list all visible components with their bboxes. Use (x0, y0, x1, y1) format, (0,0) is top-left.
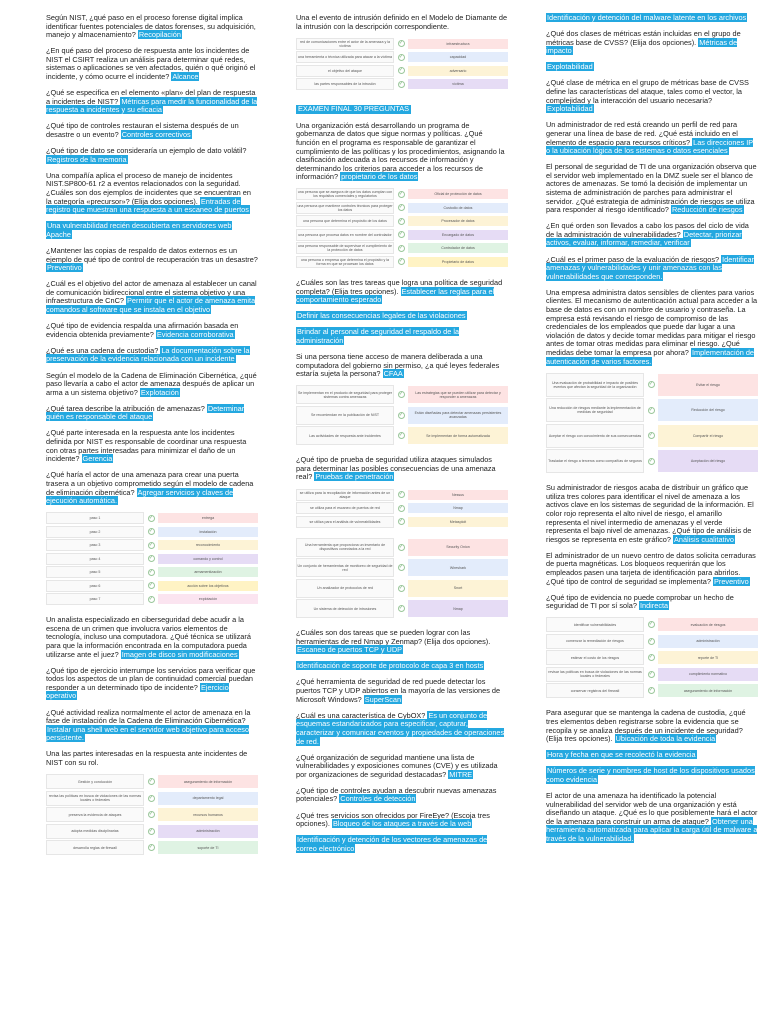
match-left: una persona que determina el propósito de los datos (296, 215, 394, 227)
match-left: paso 7 (46, 593, 144, 605)
answer-highlight: Definir las consecuencias legales de las violaciones (297, 311, 466, 321)
match-right: armamentización (158, 567, 258, 577)
question-text: ¿Qué se especifica en el elemento «plan» del plan de respuesta a incidentes de NIST? (46, 88, 256, 106)
match-left: preserva la evidencia de ataques (46, 807, 144, 822)
question-item: ¿Cuáles son las tres tareas que logra una política de seguridad completa? (Elija tres opciones). Establecer las reglas para el comportamiento esperado (296, 277, 503, 305)
question-item (46, 709, 258, 743)
match-row (546, 425, 758, 447)
match-row (296, 257, 508, 267)
question-item: ¿Cuál es una característica de CybOX? Es un conjunto de esquemas estandarizados para especificar, capturar, caracterizar y comunicar eventos y propiedades de operaciones de red. (296, 710, 505, 746)
check-icon: ✓ (648, 637, 654, 644)
question-item: Para asegurar que se mantenga la cadena de custodia, ¿qué tres elementos deben registrarse sobre la evidencia que se recopila y se analiza después de un incidente de seguridad? (Elija tres opciones). Ubicación de toda la evidencia (546, 708, 746, 744)
check-icon: ✓ (398, 504, 404, 511)
match-left: una persona que mantiene controles técnicos para proteger los datos (297, 203, 393, 212)
question-item: ¿Qué tres servicios son ofrecidos por FireEye? (Escoja tres opciones). Bloqueo de los ataques a través de la web (296, 810, 490, 829)
question-item (46, 122, 258, 139)
check-icon: ✓ (148, 778, 154, 785)
match-row (546, 618, 758, 631)
question-text: Según el modelo de la Cadena de Eliminación Cibernética, ¿qué paso llevaría a cabo el actor de amenaza después de aplicar un arma a un sistema objetivo? (46, 370, 257, 397)
match-row (46, 594, 258, 604)
answer-highlight: Las direcciones IP o la ubicación lógica de los sistemas o datos esenciales (546, 137, 754, 156)
answer-highlight: Una vulnerabilidad recién descubierta en servidores web Apache (46, 221, 232, 239)
check-icon: ✓ (398, 67, 404, 74)
match-row (296, 39, 508, 49)
question-text: Una las partes interesadas en la respuesta ante incidentes de NIST con su rol. (46, 749, 248, 768)
match-right: administración (658, 635, 758, 648)
match-left: una herramienta o técnica utilizada para atacar a la víctima (296, 51, 394, 63)
match-row (296, 230, 508, 240)
match-right: comando y control (158, 554, 258, 564)
match-left: paso 5 (46, 566, 144, 578)
match-row (296, 517, 508, 527)
match-right: administración (158, 825, 258, 838)
match-left: Se recomiendan en la publicación de NIST (296, 406, 394, 425)
match-row (46, 567, 258, 577)
check-icon: ✓ (398, 204, 404, 211)
question-item: El actor de una amenaza ha identificado la potencial vulnerabilidad del servidor web de una organización y está diseñando un ataque. ¿Qué es lo que posiblemente hará el actor de la amenaza para construir un arma de ataque? Obtener una herramienta automatizada para aplicar la carga útil de malware a través de la vulnerabilidad. (546, 791, 758, 844)
question-item (46, 405, 258, 422)
match-row (546, 450, 758, 472)
match-row (46, 527, 258, 537)
check-icon: ✓ (398, 584, 404, 591)
question-item: ¿Qué herramienta de seguridad de red puede detectar los puertos TCP y UDP abiertos en la mayoría de las versiones de Microsoft Windows? SuperScan (296, 677, 501, 704)
match-left: una persona responsable de supervisar el cumplimiento de la protección de datos (297, 244, 393, 253)
check-icon: ✓ (398, 543, 404, 550)
match-row (296, 52, 508, 62)
question-item (46, 750, 258, 767)
check-icon: ✓ (148, 595, 154, 602)
question-item: El administrador de un nuevo centro de datos solicita cerraduras de puerta magnéticas. Los bloqueos requerirán que los empleados pasen una tarjeta de identificación para abrirlos. ¿Qué tipo de control de seguridad se implementa? Preventivo (546, 550, 756, 586)
question-text: Una compañía aplica el proceso de manejo de incidentes NIST.SP800-61 r2 a eventos relacionados con la seguridad. ¿Cuáles son dos ejemplos de incidentes que se encuentran en la categoría «precursor»? (Elija dos opciones). (46, 170, 251, 206)
check-icon: ✓ (148, 555, 154, 562)
match-row (546, 374, 758, 396)
match-right: Compartir el riesgo (658, 425, 758, 447)
answer-highlight: Análisis cualitativo (673, 534, 734, 544)
question-item (46, 429, 258, 463)
question-text: ¿Qué tipo de controles restauran el sistema después de un desastre o un evento? (46, 121, 239, 140)
question-item (46, 347, 258, 364)
matching-table-evidence (546, 618, 758, 697)
answer-highlight: Identificación y detención de los vectores de amenazas de correo electrónico (296, 835, 488, 853)
answer-highlight: Entradas de registro que muestran una respuesta a un escaneo de puertos (46, 196, 249, 215)
match-left: Un sistema de detección de intrusiones (296, 599, 394, 618)
check-icon: ✓ (648, 432, 654, 439)
match-left: Una reducción de riesgos mediante la implementación de medidas de seguridad (546, 398, 644, 422)
match-right: Están diseñadas para detectar amenazas persistentes avanzadas (408, 407, 508, 424)
answer-highlight: Instalar una shell web en el servidor web objetivo para acceso persistente. (46, 724, 250, 743)
answer-highlight: Brindar al personal de seguridad el respaldo de la administración (296, 327, 460, 345)
match-right: Procesador de datos (408, 216, 508, 226)
check-icon: ✓ (648, 457, 654, 464)
question-item (46, 616, 258, 659)
match-row (296, 216, 508, 226)
check-icon: ✓ (148, 811, 154, 818)
match-right: soporte de TI (158, 841, 258, 854)
match-row (46, 825, 258, 838)
answer-highlight: propietario de los datos (341, 172, 418, 182)
match-left: Una herramienta que proporciona un inventario de dispositivos conectados a la red (296, 538, 394, 557)
check-icon: ✓ (398, 411, 404, 418)
answer-highlight: Identificación de soporte de protocolo de capa 3 en hosts (297, 661, 484, 671)
question-item: ¿Qué clase de métrica en el grupo de métricas base de CVSS define las características del ataque, tales como el vector, la complejidad y la interacción del usuario necesaria? Explotabilidad (546, 78, 749, 114)
answer-highlight: Identificar amenazas y vulnerabilidades y unir amenazas con las vulnerabilidades que corresponden. (546, 254, 754, 281)
answer-highlight: Gerencia (82, 454, 113, 464)
matching-table-strategies (296, 386, 508, 444)
check-icon: ✓ (398, 80, 404, 87)
match-row (546, 668, 758, 681)
match-row (546, 651, 758, 664)
question-text: ¿Qué parte interesada en la respuesta ante los incidentes definida por NIST es responsable de coordinar una respuesta con otras partes interesadas para minimizar el daño de un incidente? (46, 428, 247, 464)
question-text: Según NIST, ¿qué paso en el proceso forense digital implica identificar fuentes potenciales de datos forenses, su adquisición, manejo y almacenamiento? (46, 13, 256, 40)
question-text: ¿Qué haría el actor de una amenaza para crear una puerta trasera a un objetivo comprometido según el modelo de cadena de eliminación cibernética? (46, 470, 254, 497)
answer-highlight: Obtener una herramienta automatizada para aplicar la carga útil de malware a través de la vulnerabilidad. (546, 816, 758, 844)
match-row (46, 513, 258, 523)
question-item (46, 89, 258, 115)
answer-highlight: Preventivo (47, 263, 82, 273)
match-left: Trasladar el riesgo a terceros como compañías de seguros (546, 449, 644, 473)
match-right: Custodio de datos (408, 203, 508, 213)
match-left: se utiliza para el escaneo de puertos de red (296, 502, 394, 514)
match-right: Metasploit (408, 517, 508, 527)
match-right: aseguramiento de información (658, 684, 758, 697)
answer-highlight: Explotabilidad (547, 104, 593, 114)
matching-table-data-roles (296, 189, 508, 267)
matching-table-diamond-model (296, 39, 508, 90)
match-right: adversario (408, 66, 508, 76)
question-text: ¿Mantener las copias de respaldo de datos externos es un ejemplo de qué tipo de control de recuperación tras un desastre? (46, 245, 258, 264)
match-left: adopta medidas disciplinarias (46, 824, 144, 839)
answer-highlight: Números de serie y nombres de host de los dispositivos usados como evidencia (546, 766, 755, 784)
match-left: Las actividades de respuesta ante incidentes (296, 426, 394, 445)
question-text: ¿Qué tipo de dato se consideraría un ejemplo de dato volátil? (46, 146, 247, 156)
question-item: Una organización está desarrollando un programa de gobernanza de datos que sigue normas y políticas. ¿Qué función en el programa es responsable de garantizar el cumplimiento de las políticas y los procedimientos, asignando la clasificación adecuada a los recursos de información y determinando los criterios para acceder a los recursos de información? propietario de los datos (296, 120, 505, 182)
match-left: comenzar la remediación de riesgos (546, 634, 644, 649)
match-row (296, 189, 508, 199)
matching-table-stakeholders (46, 775, 258, 854)
match-left: las partes responsables de la intrusión (296, 78, 394, 90)
match-row (46, 554, 258, 564)
match-right: evaluación de riesgos (658, 618, 758, 631)
match-left: Una evaluación de probabilidad e impacto de posibles eventos que afectan la seguridad de la organización (546, 373, 644, 397)
match-row (296, 600, 508, 617)
match-right: Nmap (408, 503, 508, 513)
match-row (296, 243, 508, 253)
match-row (296, 386, 508, 403)
question-item (46, 247, 258, 273)
question-text: ¿Qué es una cadena de custodia? (46, 345, 159, 355)
question-text: ¿Qué tipo de evidencia respalda una afirmación basada en evidencia obtenida previamente? (46, 321, 239, 339)
question-item: El personal de seguridad de TI de una organización observa que el servidor web implementado en la DMZ suele ser el blanco de actores de amenazas. Se tomó la decisión de implementar un sistema de administración de parches para administrar el servidor. ¿Qué estrategia de administración de riesgos se utiliza para responder al riesgo identificado? Reducción de riesgos (546, 162, 757, 215)
answer-highlight: MITRE (449, 769, 473, 779)
match-row (46, 841, 258, 854)
match-left: revisar las políticas en busca de violaciones de las normas locales o federales (546, 667, 644, 682)
match-left: identificar vulnerabilidades (546, 617, 644, 632)
question-text: Una el evento de intrusión definido en el Modelo de Diamante de la intrusión con la descripción correspondiente. (296, 13, 508, 31)
match-right: Nmap (408, 600, 508, 617)
answer-highlight: Agregar servicios y claves de ejecución automática. (46, 487, 234, 506)
match-row (296, 490, 508, 500)
answer-highlight: Controles correctivos (121, 130, 191, 140)
match-row (296, 559, 508, 576)
question-item (46, 172, 258, 215)
check-icon: ✓ (398, 53, 404, 60)
check-icon: ✓ (398, 231, 404, 238)
match-row (46, 808, 258, 821)
matching-table-risk (546, 374, 758, 473)
match-row (296, 580, 508, 597)
match-left: estimar el costo de los riesgos (546, 650, 644, 665)
check-icon: ✓ (398, 258, 404, 265)
match-left: conservar registros del firewall (546, 683, 644, 698)
match-left: una persona que se asegura de que los datos cumplan con los requisitos comerciales y regulatorios (297, 190, 393, 199)
match-right: Se implementan de forma automatizada (408, 427, 508, 444)
section-heading: EXAMEN FINAL 30 PREGUNTAS (298, 104, 409, 114)
match-left: una persona que procesa datos en nombre del controlador (296, 229, 394, 241)
check-icon: ✓ (398, 190, 404, 197)
match-right: entrega (158, 513, 258, 523)
answer-highlight: Detectar, priorizar activos, evaluar, informar, remediar, verificar (546, 229, 742, 248)
match-right: cumplimiento normativo (658, 668, 758, 681)
match-left: Gestión y conducción (46, 774, 144, 789)
match-row (296, 66, 508, 76)
matching-table-network-tools (296, 539, 508, 618)
check-icon: ✓ (148, 568, 154, 575)
column-1 (46, 14, 258, 866)
check-icon: ✓ (398, 518, 404, 525)
match-row (296, 203, 508, 213)
answer-highlight: Evidencia corroborativa (156, 329, 234, 339)
match-right: víctima (408, 79, 508, 89)
check-icon: ✓ (148, 844, 154, 851)
answer-highlight: Identificación y detención del malware latente en los archivos (547, 13, 747, 22)
match-right: Reducción del riesgo (658, 399, 758, 421)
column-3 (546, 14, 758, 851)
answer-highlight: Implementación de autenticación de varios factores. (546, 348, 754, 366)
question-item (46, 222, 258, 239)
match-left: paso 2 (46, 526, 144, 538)
match-right: recursos humanos (158, 808, 258, 821)
answer-highlight: Explotación (140, 387, 179, 397)
question-item: ¿Qué tipo de controles ayudan a descubrir nuevas amenazas potenciales? Controles de detección (296, 785, 497, 804)
check-icon: ✓ (398, 605, 404, 612)
match-right: explotación (158, 594, 258, 604)
question-item: ¿Cuál es el primer paso de la evaluación de riesgos? Identificar amenazas y vulnerabilidades y unir amenazas con las vulnerabilidades que corresponden. (546, 254, 754, 281)
match-right: reporte de TI (658, 651, 758, 664)
answer-highlight: Recopilación (138, 30, 181, 40)
match-row (296, 503, 508, 513)
answer-highlight: Es un conjunto de esquemas estandarizados para especificar, capturar, caracterizar y comunicar eventos y propiedades de operaciones de red. (296, 710, 505, 746)
question-item (46, 667, 258, 701)
check-icon: ✓ (398, 391, 404, 398)
question-text: ¿Qué actividad realiza normalmente el actor de amenaza en la fase de instalación de la Cadena de Eliminación Cibernética? (46, 707, 251, 726)
match-right: Nessus (408, 490, 508, 500)
question-item (46, 322, 258, 339)
match-row (546, 635, 758, 648)
check-icon: ✓ (148, 827, 154, 834)
column-2 (296, 14, 508, 861)
answer-highlight: Preventivo (713, 576, 749, 586)
match-row (296, 427, 508, 444)
answer-highlight: Permitir que el actor de amenaza emita comandos al software que se instala en el objetivo (46, 296, 256, 315)
match-right: reconocimiento (158, 540, 258, 550)
question-item: Un administrador de red está creando un perfil de red para generar una línea de base de red. ¿Qué está incluido en el elemento de espacio para recursos críticos? Las direcciones IP o la ubicación lógica de los sistemas o datos esenciales (546, 120, 754, 156)
match-right: instalación (158, 527, 258, 537)
question-text: ¿En qué paso del proceso de respuesta ante los incidentes de NIST el CSIRT realiza un análisis para determinar qué redes, sistemas o aplicaciones se ven afectados, quién o qué originó el incidente, y cómo ocurre el incidente? (46, 46, 256, 82)
match-right: aseguramiento de información (158, 775, 258, 788)
match-left: paso 6 (46, 580, 144, 592)
match-right: Oficial de protección de datos (408, 189, 508, 199)
answer-highlight: Controles de detección (340, 794, 416, 804)
check-icon: ✓ (148, 582, 154, 589)
match-right: Propietario de datos (408, 257, 508, 267)
answer-highlight: Ejercicio operativo (46, 682, 229, 701)
match-left: paso 3 (46, 539, 144, 551)
question-item (46, 372, 258, 398)
match-row (546, 399, 758, 421)
match-left: desarrolla reglas de firewall (46, 840, 144, 855)
question-item (46, 280, 258, 314)
match-right: Aceptación del riesgo (658, 450, 758, 472)
answer-highlight: Registros de la memoria (47, 154, 127, 164)
answer-highlight: SuperScan (364, 694, 402, 704)
match-right: Las estrategias que se pueden utilizar para detectar y responder a amenazas (408, 386, 508, 403)
match-row (296, 407, 508, 424)
check-icon: ✓ (398, 244, 404, 251)
answer-highlight: Determinar quién es responsable del ataque (46, 403, 245, 422)
check-icon: ✓ (648, 621, 654, 628)
check-icon: ✓ (398, 40, 404, 47)
check-icon: ✓ (398, 564, 404, 571)
question-text: Un analista especializado en ciberseguridad debe acudir a la escena de un crimen que involucra varios elementos de tecnología, incluso una computadora. ¿Qué técnica se utilizará para que la información encontrada en la computadora pueda utilizarse ante el juez? (46, 615, 251, 659)
question-item: ¿Qué tipo de evidencia no puede comprobar un hecho de seguridad de TI por sí sola? Indirecta (546, 592, 734, 611)
matching-table-kill-chain (46, 513, 258, 604)
question-item: Su administrador de riesgos acaba de distribuir un gráfico que utiliza tres colores para identificar el nivel de amenaza a los activos clave en los sistemas de seguridad de la información. El color rojo representa el alto nivel de riesgo, el amarillo representa el nivel intermedio de amenazas y el verde representa el bajo nivel de amenazas. ¿Qué tipo de análisis de riesgos se representa en este gráfico? Análisis cualitativo (546, 483, 754, 544)
answer-highlight: Establecer las reglas para el comportamiento esperado (296, 286, 495, 305)
match-row (46, 581, 258, 591)
question-text: ¿Qué tipo de ejercicio interrumpe los servicios para verificar que todos los aspectos de un plan de continuidad comercial puedan responder a un determinado tipo de incidente? (46, 665, 256, 692)
answer-highlight: Pruebas de penetración (315, 472, 394, 482)
check-icon: ✓ (648, 654, 654, 661)
match-left: revisa las políticas en busca de violaciones de las normas locales o federales (46, 791, 144, 806)
match-right: Wireshark (408, 559, 508, 576)
answer-highlight: Escaneo de puertos TCP y UDP (297, 645, 403, 655)
check-icon: ✓ (148, 514, 154, 521)
answer-highlight: Métricas de impacto (546, 37, 738, 56)
answer-highlight: Ubicación de toda la evidencia (615, 734, 716, 744)
question-item (46, 471, 258, 505)
match-left: se utiliza para la recopilación de información antes de un ataque (296, 489, 394, 501)
check-icon: ✓ (648, 687, 654, 694)
match-right: infraestructura (408, 39, 508, 49)
match-right: capacidad (408, 52, 508, 62)
match-row (46, 540, 258, 550)
answer-highlight: Alcance (172, 72, 199, 82)
question-item: ¿Cuáles son dos tareas que se pueden lograr con las herramientas de red Nmap y Zenmap? (Elija dos opciones). Escaneo de puertos TCP y UDP (296, 628, 491, 655)
answer-highlight: Bloqueo de los ataques a través de la web (332, 819, 472, 829)
question-item: Si una persona tiene acceso de manera deliberada a una computadora del gobierno sin permiso, ¿a qué leyes federales estaría sujeta la persona? CFAA (296, 352, 500, 379)
question-item: Una empresa administra datos sensibles de clientes para varios clientes. El mecanismo de autenticación actual para acceder a la base de datos es con un nombre de usuario y contraseña. La empresa está revisando el riesgo de compromiso de las credenciales de los empleados que puede dar lugar a una violación de datos y decide tomar medidas para mitigar el riesgo antes de tomar otras medidas para eliminar el riesgo. ¿Qué medidas debe tomar la empresa por ahora? Implementación de autenticación de varios factores. (546, 287, 758, 366)
question-text: ¿Cuál es el objetivo del actor de amenaza al establecer un canal de comunicación bidireccional entre el sistema objetivo y una infraestructura de CnC? (46, 279, 257, 306)
match-right: acción sobre los objetivos (158, 581, 258, 591)
answer-highlight: Imagen de disco sin modificaciones (121, 649, 238, 659)
check-icon: ✓ (148, 541, 154, 548)
match-row (46, 775, 258, 788)
match-right: Encargado de datos (408, 230, 508, 240)
match-row (296, 539, 508, 556)
answer-highlight: La documentación sobre la preservación de la evidencia relacionada con un incidente (46, 345, 250, 364)
check-icon: ✓ (148, 528, 154, 535)
match-right: Evitar el riesgo (658, 374, 758, 396)
check-icon: ✓ (148, 794, 154, 801)
question-item: ¿Qué organización de seguridad mantiene una lista de vulnerabilidades y exposiciones comunes (CVE) y es utilizada por organizaciones de seguridad destacadas? MITRE (296, 752, 498, 779)
match-left: Se implementan en el producto de seguridad para proteger sistemas contra amenazas (296, 385, 394, 404)
check-icon: ✓ (398, 491, 404, 498)
match-left: paso 1 (46, 512, 144, 524)
match-left: una persona o empresa que determina el propósito y la forma en que se procesan los datos (296, 256, 394, 268)
match-right: Snort (408, 580, 508, 597)
match-right: departamento legal (158, 792, 258, 805)
match-left: Aceptar el riesgo con conocimiento de sus consecuencias (546, 424, 644, 448)
check-icon: ✓ (648, 406, 654, 413)
match-left: paso 4 (46, 553, 144, 565)
question-text: ¿Qué tarea describe la atribución de amenazas? (46, 403, 205, 413)
check-icon: ✓ (648, 381, 654, 388)
match-right: Security Onion (408, 539, 508, 556)
check-icon: ✓ (648, 670, 654, 677)
answer-highlight: Reducción de riesgos (671, 205, 743, 215)
question-item (46, 14, 258, 40)
answer-highlight: Métricas para medir la funcionalidad de la respuesta a incidentes y su eficacia (46, 96, 258, 115)
check-icon: ✓ (398, 432, 404, 439)
match-left: red de comunicaciones entre el actor de la amenaza y la víctima (296, 38, 394, 50)
match-row (546, 684, 758, 697)
match-row (46, 792, 258, 805)
question-item: ¿Qué tipo de prueba de seguridad utiliza ataques simulados para determinar las posibles consecuencias de una amenaza real? Pruebas de penetración (296, 455, 496, 482)
question-item (46, 147, 258, 164)
match-left: se utiliza para el análisis de vulnerabilidades (296, 516, 394, 528)
question-item: ¿En qué orden son llevados a cabo los pasos del ciclo de vida de la administración de vulnerabilidades? Detectar, priorizar activos, evaluar, informar, remediar, verificar (546, 221, 749, 248)
match-left: Un analizador de protocolos de red (296, 579, 394, 598)
question-item (46, 47, 258, 81)
match-left: el objetivo del ataque (296, 65, 394, 77)
match-right: Controlador de datos (408, 243, 508, 253)
check-icon: ✓ (398, 217, 404, 224)
answer-highlight: CFAA (383, 369, 403, 379)
match-left: Un conjunto de herramientas de monitoreo de seguridad de red (296, 558, 394, 577)
match-row (296, 79, 508, 89)
answer-highlight: Hora y fecha en que se recolectó la evidencia (547, 750, 696, 760)
answer-highlight: Explotabilidad (547, 62, 593, 72)
matching-table-tools (296, 490, 508, 527)
answer-highlight: Indirecta (639, 601, 669, 611)
question-item: ¿Qué dos clases de métricas están incluidas en el grupo de métricas base de CVSS? (Elija dos opciones). Métricas de impacto (546, 29, 741, 56)
